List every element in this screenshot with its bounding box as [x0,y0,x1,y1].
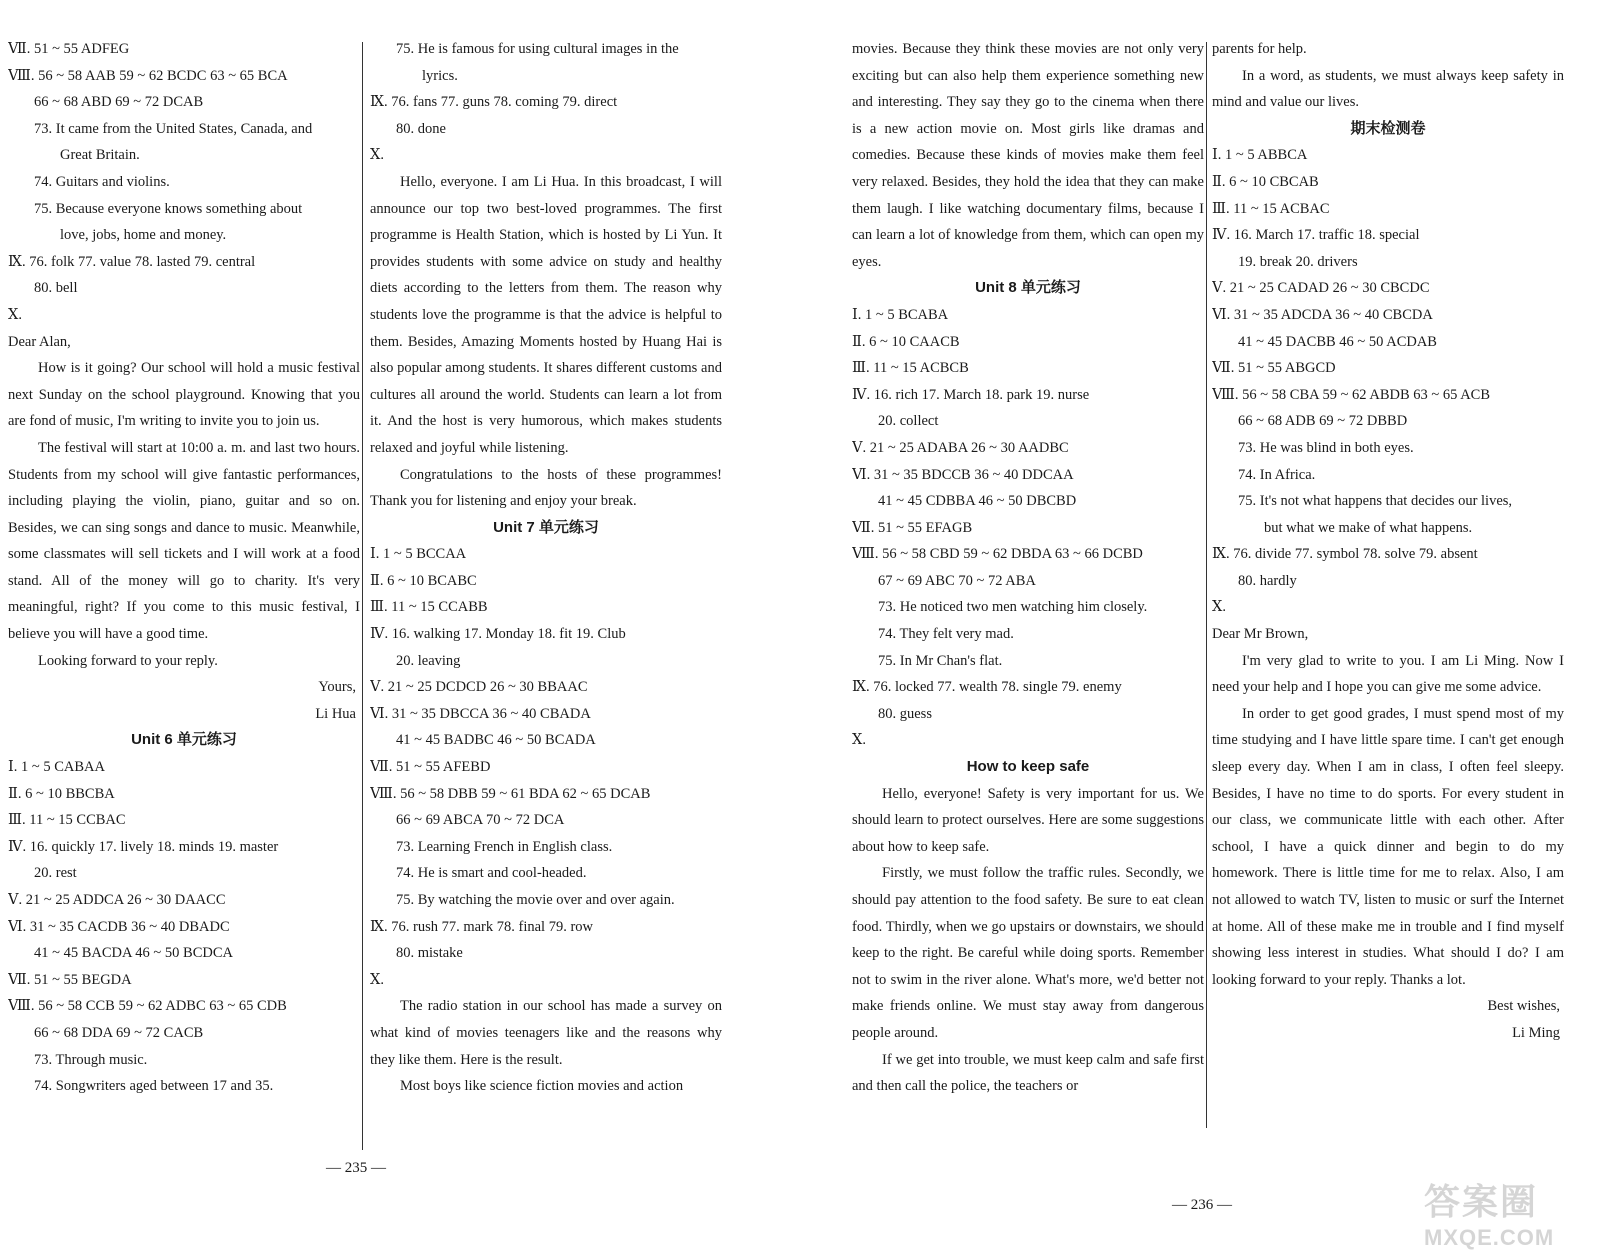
answer-line: Ⅸ. 76. divide 77. symbol 78. solve 79. absent [1212,546,1478,563]
answer-line: 41 ~ 45 BACDA 46 ~ 50 BCDCA [34,945,233,962]
column-divider [1206,42,1207,1128]
answer-line: 80. bell [34,280,78,297]
answer-line: Ⅴ. 21 ~ 25 DCDCD 26 ~ 30 BBAAC [370,679,588,696]
answer-line: 66 ~ 68 ADB 69 ~ 72 DBBD [1238,413,1408,430]
answer-line: but what we make of what happens. [1264,519,1473,536]
answer-line: 74. Guitars and violins. [34,173,170,190]
answer-line: Ⅷ. 56 ~ 58 CCB 59 ~ 62 ADBC 63 ~ 65 CDB [8,998,287,1015]
answer-line: Ⅱ. 6 ~ 10 CAACB [852,333,960,350]
answer-line: 73. Learning French in English class. [396,838,613,855]
answer-line: Ⅰ. 1 ~ 5 BCCAA [370,546,467,563]
answer-line: 80. done [396,120,446,137]
watermark-text: 答案圈 [1424,1181,1539,1222]
column-2 [370,36,722,1100]
essay-paragraph: In a word, as students, we must always keep safety in mind and value our lives. [1212,67,1564,111]
answer-line: Ⅶ. 51 ~ 55 BEGDA [8,971,132,988]
answer-line: 66 ~ 68 DDA 69 ~ 72 CACB [34,1024,204,1041]
letter-closing: Best wishes, [1487,998,1560,1015]
answer-line: Ⅶ. 51 ~ 55 EFAGB [852,519,973,536]
answer-line: love, jobs, home and money. [60,227,227,244]
answer-line: Ⅱ. 6 ~ 10 BBCBA [8,785,115,802]
column-4 [1212,36,1564,1047]
answer-line: Ⅰ. 1 ~ 5 ABBCA [1212,147,1308,164]
answer-line: 75. It's not what happens that decides our lives, [1238,493,1513,510]
answer-line: 74. They felt very mad. [878,626,1014,643]
answer-line: Ⅸ. 76. rush 77. mark 78. final 79. row [370,918,594,935]
answer-line: 41 ~ 45 DACBB 46 ~ 50 ACDAB [1238,333,1437,350]
column-divider [362,42,363,1150]
answer-line: Ⅵ. 31 ~ 35 BDCCB 36 ~ 40 DDCAA [852,466,1074,483]
answer-line: 75. He is famous for using cultural images in the [396,41,679,57]
answer-line: 80. mistake [396,945,463,962]
answer-line: 20. leaving [396,652,461,669]
answer-line: 66 ~ 69 ABCA 70 ~ 72 DCA [396,812,565,829]
answer-line: 73. Through music. [34,1051,148,1068]
answer-line: Ⅵ. 31 ~ 35 CACDB 36 ~ 40 DBADC [8,918,230,935]
watermark-url: MXQE.COM [1424,1225,1555,1250]
answer-line: Ⅶ. 51 ~ 55 AFEBD [370,759,491,776]
answer-line: Ⅷ. 56 ~ 58 DBB 59 ~ 61 BDA 62 ~ 65 DCAB [370,785,651,802]
answer-line: Ⅱ. 6 ~ 10 BCABC [370,572,477,589]
answer-line: 41 ~ 45 CDBBA 46 ~ 50 DBCBD [878,493,1077,510]
letter-paragraph: In order to get good grades, I must spend most of my time studying and I have little spare time. I can't get enough sleep every day. When I am in class, I often feel sleepy. Besides, I have no time to do sports. For every student in our class, we communicate little with each other. After school, I have a quick dinner and begin to do my homework. There is little time for me to relax. Also, I am not allowed to watch TV, listen to music or surf the Internet at home. All of these make me in trouble and I find myself showing less interest in studies. What should I do? I am looking forward to your reply. Thanks a lot. [1212,705,1564,988]
answer-line: 74. He is smart and cool-headed. [396,865,587,882]
letter-closing: Yours, [318,679,356,696]
answer-line: 73. It came from the United States, Canada, and [34,120,313,137]
answer-line: 74. In Africa. [1238,466,1316,483]
broadcast-paragraph: Hello, everyone. I am Li Hua. In this broadcast, I will announce our top two best-loved programmes. The first programme is Health Station, which is hosted by Li Yun. It provides students with some advice on study and healthy diets according to the letters from them. The reason why students love the programme is that the advice is helpful to them. Besides, Amazing Moments hosted by Huang Hai is also popular among students. It shares different customs and cultures all around the world. Students can learn a lot from it. And the host is very humorous, which makes students relaxed and joyful while listening. [370,173,722,456]
watermark-logo [1424,1174,1574,1250]
essay-paragraph: Hello, everyone! Safety is very important for us. We should learn to protect ourselves. Here are some suggestions about how to keep safe. [852,785,1204,855]
answer-line: 20. rest [34,865,77,882]
answer-line: 75. Because everyone knows something about [34,200,303,217]
answer-line: 66 ~ 68 ABD 69 ~ 72 DCAB [34,94,204,111]
column-1 [8,36,360,1100]
answer-line: Ⅷ. 56 ~ 58 CBA 59 ~ 62 ABDB 63 ~ 65 ACB [1212,386,1491,403]
answer-line: Ⅵ. 31 ~ 35 ADCDA 36 ~ 40 CBCDA [1212,306,1433,323]
answer-line: Ⅸ. 76. locked 77. wealth 78. single 79. enemy [852,679,1122,696]
survey-paragraph: Most boys like science fiction movies and action [400,1078,684,1095]
section-marker: Ⅹ. [370,971,384,988]
section-marker: Ⅹ. [8,306,22,323]
survey-paragraph: The radio station in our school has made a survey on what kind of movies teenagers like and the reasons why they like them. Here is the result. [370,998,722,1068]
answer-line: Ⅲ. 11 ~ 15 CCABB [370,599,488,616]
answer-line: Ⅳ. 16. rich 17. March 18. park 19. nurse [852,386,1090,403]
letter-salutation: Dear Mr Brown, [1212,626,1309,643]
answer-line: Ⅰ. 1 ~ 5 BCABA [852,306,949,323]
essay-paragraph: Firstly, we must follow the traffic rules. Secondly, we should pay attention to the food safety. Be sure to eat clean food. Thirdly, when we go upstairs or downstairs, we should keep to the right. Be careful while doing sports. Remember not to swim in the river alone. What's more, we'd better not make friends online. We must stay away from dangerous people around. [852,865,1204,1041]
essay-title: How to keep safe [966,758,1090,776]
exam-heading: 期末检测卷 [1350,119,1426,137]
answer-line: Ⅵ. 31 ~ 35 DBCCA 36 ~ 40 CBADA [370,705,591,722]
essay-paragraph: If we get into trouble, we must keep calm and safe first and then call the police, the teachers or [852,1051,1204,1095]
page-number-left: — 235 — [326,1160,386,1176]
answer-line: Great Britain. [60,147,140,164]
answer-line: Ⅶ. 51 ~ 55 ADFEG [8,41,130,57]
unit-heading: Unit 8 单元练习 [975,279,1081,297]
answer-line: Ⅶ. 51 ~ 55 ABGCD [1212,360,1336,377]
page-number-right: — 236 — [1172,1197,1232,1213]
answer-line: Ⅴ. 21 ~ 25 CADAD 26 ~ 30 CBCDC [1212,280,1430,297]
answer-line: 73. He noticed two men watching him closely. [878,599,1148,616]
column-3 [852,36,1204,1100]
answer-line: 73. He was blind in both eyes. [1238,439,1414,456]
answer-line: Ⅱ. 6 ~ 10 CBCAB [1212,173,1319,190]
answer-line: Ⅳ. 16. walking 17. Monday 18. fit 19. Club [370,626,626,643]
answer-line: Ⅸ. 76. fans 77. guns 78. coming 79. direct [370,94,618,111]
answer-line: Ⅲ. 11 ~ 15 CCBAC [8,812,126,829]
letter-signature: Li Hua [315,705,356,722]
letter-signature: Li Ming [1512,1024,1560,1041]
broadcast-paragraph: Congratulations to the hosts of these programmes! Thank you for listening and enjoy your break. [370,466,722,510]
answer-line: 20. collect [878,413,939,430]
answer-line: 80. hardly [1238,572,1297,589]
essay-line: parents for help. [1212,41,1307,57]
unit-heading: Unit 7 单元练习 [493,518,599,536]
letter-paragraph: Looking forward to your reply. [38,652,218,669]
answer-line: Ⅳ. 16. March 17. traffic 18. special [1212,227,1420,244]
answer-line: 41 ~ 45 BADBC 46 ~ 50 BCADA [396,732,596,749]
answer-line: Ⅲ. 11 ~ 15 ACBAC [1212,200,1330,217]
answer-line: 80. guess [878,705,932,722]
unit-heading: Unit 6 单元练习 [131,731,237,749]
answer-line: 74. Songwriters aged between 17 and 35. [34,1078,274,1095]
answer-line: Ⅷ. 56 ~ 58 AAB 59 ~ 62 BCDC 63 ~ 65 BCA [8,67,288,84]
answer-line: Ⅷ. 56 ~ 58 CBD 59 ~ 62 DBDA 63 ~ 66 DCBD [852,546,1143,563]
letter-paragraph: The festival will start at 10:00 a. m. and last two hours. Students from my school will give fantastic performances, including playing the violin, piano, guitar and so on. Besides, we can sing songs and dance to music. Meanwhile, some classmates will sell tickets and I will work at a food stand. All of the money will go to charity. It's very meaningful, right? If you come to this music festival, I believe you will have a good time. [8,439,360,643]
answer-line: Ⅲ. 11 ~ 15 ACBCB [852,360,969,377]
answer-line: Ⅴ. 21 ~ 25 ADABA 26 ~ 30 AADBC [852,439,1069,456]
answer-line: 75. In Mr Chan's flat. [878,652,1003,669]
answer-line: lyrics. [422,67,458,84]
answer-line: Ⅰ. 1 ~ 5 CABAA [8,759,105,776]
answer-line: 67 ~ 69 ABC 70 ~ 72 ABA [878,572,1036,589]
answer-line: Ⅳ. 16. quickly 17. lively 18. minds 19. master [8,838,279,855]
answer-line: 19. break 20. drivers [1238,253,1358,270]
answer-line: 75. By watching the movie over and over again. [396,892,675,908]
letter-paragraph: I'm very glad to write to you. I am Li Ming. Now I need your help and I hope you can give me some advice. [1212,652,1564,696]
answer-line: Ⅴ. 21 ~ 25 ADDCA 26 ~ 30 DAACC [8,892,226,908]
section-marker: Ⅹ. [370,147,384,164]
letter-salutation: Dear Alan, [8,333,71,350]
letter-paragraph: How is it going? Our school will hold a music festival next Sunday on the school playground. Knowing that you are fond of music, I'm writing to invite you to join us. [8,360,360,430]
section-marker: Ⅹ. [852,732,866,749]
section-marker: Ⅹ. [1212,599,1226,616]
answer-line: Ⅸ. 76. folk 77. value 78. lasted 79. central [8,253,256,270]
survey-paragraph: movies. Because they think these movies are not only very exciting but can also help them experience something new and interesting. They say they go to the cinema when there is a new action movie on. Most girls like dramas and comedies. Because these kinds of movies make them feel very relaxed. Besides, they hold the idea that they can make them laugh. I like watching documentary films, because I can learn a lot of knowledge from them, which can open my eyes. [852,41,1204,270]
